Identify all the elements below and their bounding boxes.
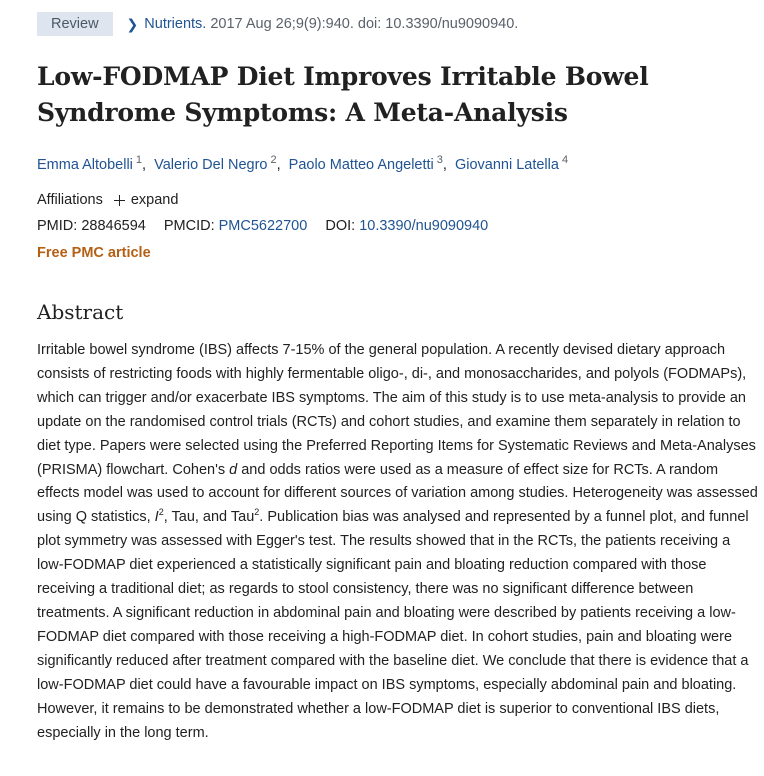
abstract-heading: Abstract — [37, 300, 124, 324]
pmcid-link[interactable]: PMC5622700 — [218, 218, 308, 234]
abstract-part: . Publication bias was analysed and represented by a funnel plot, and funnel plot symmetry was assessed with Egger's test. The results showed that in the RCTs, the patients receiving a low-FODMAP diet experienced a statistically significant pain and bloating reduction compared with those receiving a traditional diet; as regards to stool consistency, there was no significant difference between treatments. A significant reduction in abdominal pain and bloating were described by patients receiving a low-FODMAP diet compared with those receiving a high-FODMAP diet. In cohort studies, pain and bloating were significantly reduced after treatment compared with the baseline diet. We conclude that there is evidence that a low-FODMAP diet could have a favourable impact on IBS symptoms, especially abdominal pain and bloating. However, it remains to be demonstrated whether a low-FODMAP diet is superior to conventional IBS diets, especially in the long term. — [37, 509, 749, 741]
affiliation-number[interactable]: 2 — [270, 154, 277, 166]
author-link[interactable] — [37, 154, 143, 173]
pmcid-label: PMCID: — [163, 218, 215, 234]
author-separator: , — [276, 157, 281, 173]
pmid-value: 28846594 — [81, 218, 146, 234]
abstract-italic-i: I — [154, 509, 159, 526]
expand-affiliations-button[interactable]: expand — [130, 192, 179, 208]
author-separator: , — [142, 157, 147, 173]
author-name[interactable]: Paolo Matteo Angeletti — [288, 157, 434, 173]
pmid-label: PMID: — [37, 218, 78, 234]
plus-icon[interactable] — [114, 195, 125, 206]
doi-label: DOI: — [325, 218, 356, 234]
author-name[interactable]: Valerio Del Negro — [154, 157, 268, 173]
affiliations-row — [37, 189, 757, 211]
author-link[interactable] — [154, 154, 277, 173]
author-list — [37, 149, 757, 176]
article-type-badge: Review — [37, 12, 113, 36]
affiliation-number[interactable]: 4 — [561, 154, 569, 166]
article-title: Low-FODMAP Diet Improves Irritable Bowel Syndrome Symptoms: A Meta-Analysis — [37, 62, 649, 127]
abstract-superscript: 2 — [254, 507, 260, 518]
affiliations-label: Affiliations — [37, 192, 103, 208]
author-separator: , — [442, 157, 447, 173]
affiliation-number[interactable]: 1 — [135, 154, 143, 166]
journal-link[interactable]: Nutrients. — [144, 16, 207, 32]
abstract-text — [37, 339, 759, 745]
author-link[interactable] — [454, 154, 569, 173]
chevron-right-icon[interactable]: ❯ — [126, 15, 139, 32]
doi-link[interactable]: 10.3390/nu9090940 — [359, 218, 489, 234]
author-name[interactable]: Emma Altobelli — [37, 157, 133, 173]
free-pmc-article-label: Free PMC article — [37, 245, 151, 261]
citation-details: 2017 Aug 26;9(9):940. doi: 10.3390/nu9090940. — [210, 16, 519, 32]
author-link[interactable] — [288, 154, 443, 173]
identifiers-row — [37, 215, 757, 237]
abstract-part: Irritable bowel syndrome (IBS) affects 7-15% of the general population. A recently devised dietary approach consists of restricting foods with highly fermentable oligo-, di-, and monosaccharides, and polyols (FODMAPs), which can trigger and/or exacerbate IBS symptoms. The aim of this study is to use meta-analysis to provide an update on the randomised control trials (RCTs) and cohort studies, and examine them separately in relation to diet type. Papers were selected using the Preferred Reporting Items for Systematic Reviews and Meta-Analyses (PRISMA) flowchart. Cohen's — [37, 342, 756, 478]
abstract-part: , Tau, and Tau — [163, 509, 255, 526]
article-page — [37, 12, 757, 745]
author-name[interactable]: Giovanni Latella — [454, 157, 559, 173]
abstract-italic-d: d — [229, 461, 238, 478]
abstract-part: and odds ratios were used as a measure of effect size for RCTs. A random effects model was used to account for different sources of variation among studies. Heterogeneity was assessed using Q statistics, — [37, 461, 758, 526]
abstract-superscript: 2 — [158, 507, 164, 518]
affiliation-number[interactable]: 3 — [436, 154, 443, 166]
citation-line — [37, 12, 757, 36]
